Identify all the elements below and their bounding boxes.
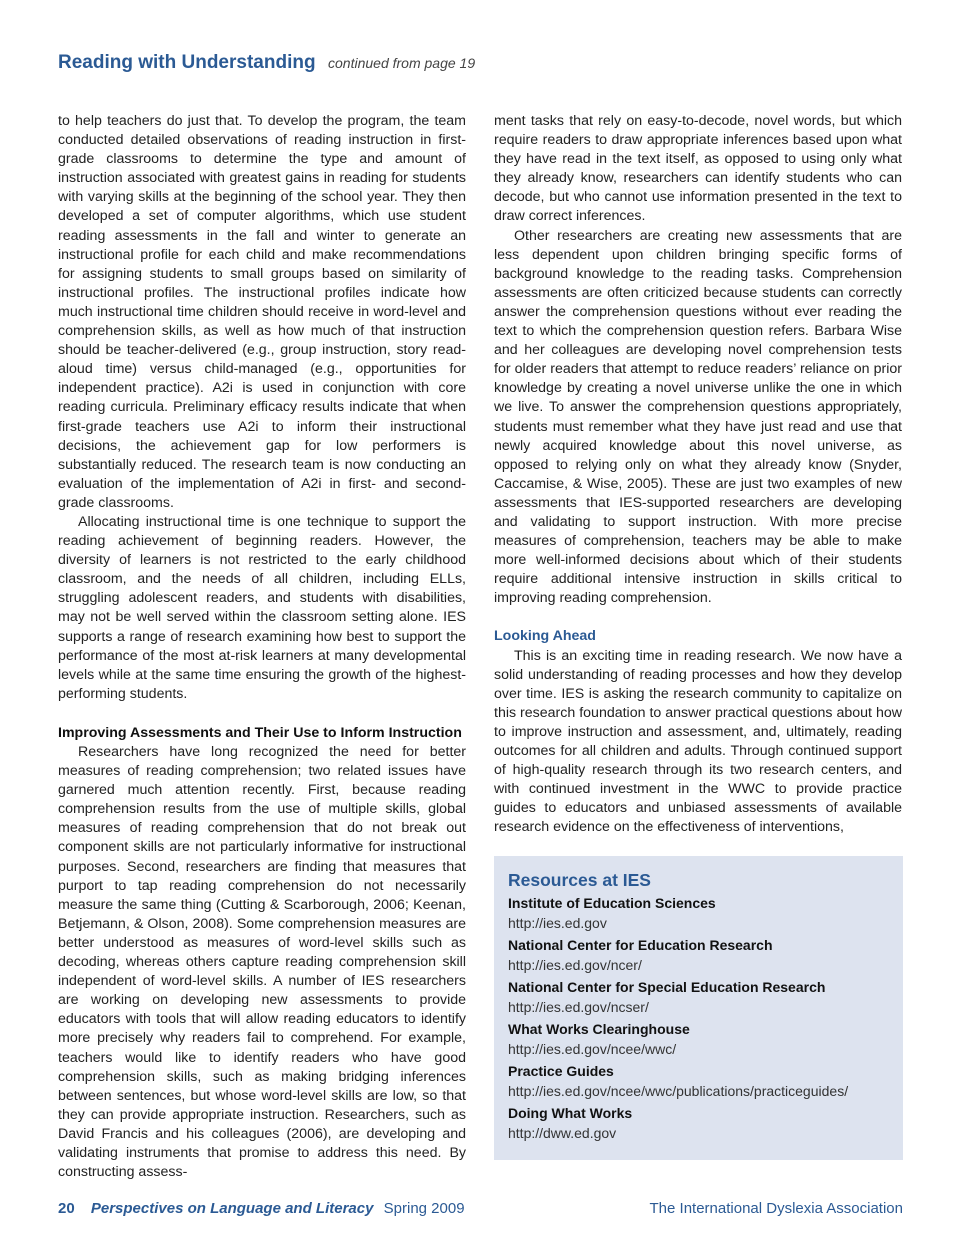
resource-name: National Center for Education Research <box>508 937 773 953</box>
resource-link[interactable]: http://ies.ed.gov/ncee/wwc/publications/practiceguides/ <box>508 1083 849 1099</box>
resource-name: What Works Clearinghouse <box>508 1021 690 1037</box>
continued-note: continued from page 19 <box>328 55 476 71</box>
resource-item <box>508 935 889 975</box>
resource-link[interactable]: http://ies.ed.gov/ncser/ <box>508 999 649 1015</box>
paragraph: Other researchers are creating new assessments that are less dependent upon children bringing specific forms of background knowledge to the reading tasks. Comprehension assessments are often criticized because students can correctly answer the comprehension questions without ever reading the text to which the comprehension question refers. Barbara Wise and her colleagues are developing novel comprehension tests for older readers that attempt to reduce readers’ reliance on prior knowledge by creating a novel universe unlike the one in which we live. To answer the comprehension questions appropriately, students must remember what they have just read and use that newly acquired knowledge about this novel universe, as opposed to relying only on what they already know (Snyder, Caccamise, & Wise, 2005). These are just two examples of new assessments that IES-supported researchers are developing and validating to support instruction. With more precise measures of comprehension, teachers may be able to make more well-informed decisions about which of their students require additional intensive instruction in skills critical to improving reading comprehension. <box>494 227 902 607</box>
resources-title: Resources at IES <box>508 870 651 890</box>
issue-date: Spring 2009 <box>383 1200 465 1217</box>
resource-link[interactable]: http://dww.ed.gov <box>508 1125 617 1141</box>
publication-name: Perspectives on Language and Literacy <box>90 1200 374 1217</box>
paragraph: ment tasks that rely on easy-to-decode, novel words, but which require readers to draw appropriate inferences based upon what they have read in the text itself, as opposed to using only what they already know, researchers can identify students who can decode, but who cannot use information presented in the text to draw correct inferences. <box>494 113 902 225</box>
left-column <box>58 112 466 1182</box>
paragraph: Researchers have long recognized the need for better measures of reading comprehension; two related issues have garnered much attention recently. First, because reading comprehension results from the use of multiple skills, global measures of reading comprehension that do not break out component skills are not particularly informative for instructional purposes. Second, researchers are finding that measures that purport to tap reading comprehension do not necessarily measure the same thing (Cutting & Scarborough, 2006; Keenan, Betjemann, & Olson, 2008). Some comprehension measures are better understood as measures of word-level skills such as decoding, whereas others capture reading comprehension skill independent of word-level skills. A number of IES researchers are working on developing new assessments to provide educators with tools that will allow reading educators to identify more precisely why readers fail to comprehend. For example, teachers would like to identify readers who have good comprehension skills, such as making bridging inferences between sentences, but whose word-level skills are low, so that they can provide appropriate instruction. Researchers, such as David Francis and his colleagues (2006), are developing and validating instruments that promise to address this need. By constructing assess- <box>58 744 466 1181</box>
resource-name: Practice Guides <box>508 1063 614 1079</box>
section-heading: Looking Ahead <box>494 628 596 645</box>
resource-item <box>508 1061 889 1101</box>
right-column <box>494 112 902 837</box>
paragraph: to help teachers do just that. To develop the program, the team conducted detailed observations of reading instruction in first-grade classrooms to determine the type and amount of instruction associated with greatest gains in reading for students with varying skills at the beginning of the school year. They then developed a set of computer algorithms, which use student reading assessments in the fall and winter to generate an instructional profile for each child and make recommendations for assigning students to small groups based on similarity of instructional profiles. The instructional profiles indicate how much instructional time children should receive in word-level and comprehension skills, as well as how much of that instruction should be teacher-delivered (e.g., group instruction, story read-aloud time) versus child-managed (e.g., opportunities for independent practice). A2i is used in conjunction with core reading curricula. Preliminary efficacy results indicate that when first-grade teachers use A2i to inform their instructional decisions, the achievement gap for low performers is substantially reduced. The research team is now conducting an evaluation of the implementation of A2i in first- and second-grade classrooms. <box>58 113 466 511</box>
resource-name: Doing What Works <box>508 1105 633 1121</box>
resource-name: National Center for Special Education Research <box>508 979 826 995</box>
page-header <box>58 52 475 74</box>
article-title: Reading with Understanding <box>58 52 316 73</box>
organization-name: The International Dyslexia Association <box>649 1200 903 1217</box>
page-footer <box>58 1200 903 1217</box>
paragraph: This is an exciting time in reading research. We now have a solid understanding of reading processes and how they develop over time. IES is asking the research community to capitalize on this research foundation to answer practical questions about how to improve instruction and assessment, and, ultimately, reading outcomes for all children and adults. Through continued support of high-quality research through its two research centers, and with continued investment in the WWC to provide practice guides to educators and unbiased assessments of available research evidence on the effectiveness of interventions, <box>494 647 902 836</box>
resource-item <box>508 1103 889 1143</box>
resources-box <box>494 856 903 1160</box>
resource-link[interactable]: http://ies.ed.gov/ncer/ <box>508 957 642 973</box>
page-number: 20 <box>58 1200 75 1217</box>
resource-item <box>508 1019 889 1059</box>
paragraph: Allocating instructional time is one technique to support the reading achievement of beginning readers. However, the diversity of learners is not restricted to the early childhood classroom, and the needs of all children, including ELLs, struggling adolescent readers, and students with disabilities, may not be well served within the classroom setting alone. IES supports a range of research examining how best to support the performance of the most at-risk learners at many developmental levels while at the same time ensuring the growth of the highest-performing students. <box>58 513 466 702</box>
resource-item <box>508 977 889 1017</box>
resource-link[interactable]: http://ies.ed.gov/ncee/wwc/ <box>508 1041 677 1057</box>
resource-name: Institute of Education Sciences <box>508 895 716 911</box>
resource-link[interactable]: http://ies.ed.gov <box>508 915 607 931</box>
resource-item <box>508 893 889 933</box>
section-heading: Improving Assessments and Their Use to Inform Instruction <box>58 724 462 741</box>
